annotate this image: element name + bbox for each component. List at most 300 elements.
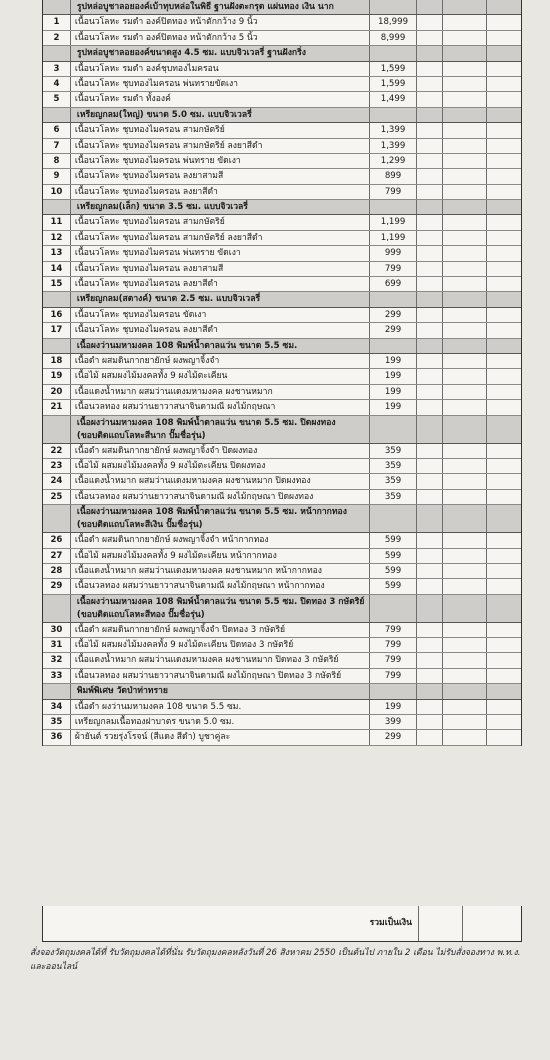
item-price: 1,399	[370, 123, 418, 137]
item-extra-field[interactable]	[487, 169, 521, 183]
item-amount-field[interactable]	[443, 231, 487, 245]
item-number: 32	[43, 653, 71, 667]
item-row	[43, 549, 521, 564]
item-price: 1,499	[370, 92, 418, 106]
item-description: เนื้อไม้ ผสมผงไม้มงคลทั้ง 9 ผงไม้ตะเคียน	[71, 369, 370, 383]
item-price: 199	[370, 385, 418, 399]
item-row	[43, 579, 521, 594]
item-description: เนื้อนวโลหะ ชุบทองไมครอน สามกษัตริย์ ลงยาสีดำ	[71, 139, 370, 153]
item-number: 9	[43, 169, 71, 183]
section-num-cell	[43, 684, 71, 698]
item-extra-field[interactable]	[487, 623, 521, 637]
item-number: 18	[43, 354, 71, 368]
section-num-cell	[43, 108, 71, 122]
section-title	[71, 595, 370, 622]
item-number: 14	[43, 262, 71, 276]
item-extra-field[interactable]	[487, 459, 521, 473]
item-number: 2	[43, 31, 71, 45]
item-description: เนื้อดำ ผสมดินกากยายักษ์ ผงพญาจิ้งจำ	[71, 354, 370, 368]
section-total-cell	[443, 505, 487, 532]
item-amount-field[interactable]	[443, 154, 487, 168]
section-total-cell	[443, 292, 487, 306]
item-row	[43, 139, 521, 154]
item-price: 399	[370, 715, 418, 729]
item-extra-field[interactable]	[487, 653, 521, 667]
item-price: 799	[370, 669, 418, 683]
item-description: เนื้อแดงน้ำหมาก ผสมว่านแดงมหามงคล ผงชานหมาก ปิดทอง 3 กษัตริย์	[71, 653, 370, 667]
item-price: 1,599	[370, 62, 418, 76]
item-description: เนื้อนวโลหะ ชุบทองไมครอน พ่นทราย ขัดเงา	[71, 154, 370, 168]
section-qty-cell	[417, 339, 443, 353]
item-amount-field[interactable]	[443, 669, 487, 683]
item-row	[43, 77, 521, 92]
item-number: 17	[43, 323, 71, 337]
item-row	[43, 653, 521, 668]
section-qty-cell	[417, 200, 443, 214]
section-total-cell	[443, 339, 487, 353]
item-number: 11	[43, 215, 71, 229]
item-row	[43, 185, 521, 200]
item-quantity-field[interactable]	[417, 474, 443, 488]
item-amount-field[interactable]	[443, 92, 487, 106]
item-amount-field[interactable]	[443, 262, 487, 276]
item-price: 999	[370, 246, 418, 260]
item-number: 36	[43, 730, 71, 744]
item-row	[43, 369, 521, 384]
item-quantity-field[interactable]	[417, 123, 443, 137]
section-header	[43, 505, 521, 533]
item-price: 599	[370, 549, 418, 563]
item-extra-field[interactable]	[487, 669, 521, 683]
item-amount-field[interactable]	[443, 533, 487, 547]
section-price-cell	[370, 416, 418, 443]
item-number: 29	[43, 579, 71, 593]
item-row	[43, 92, 521, 107]
item-price: 359	[370, 459, 418, 473]
item-quantity-field[interactable]	[417, 154, 443, 168]
item-description: เนื้อนวโลหะ ชุบทองไมครอน ลงยาสีดำ	[71, 185, 370, 199]
item-price: 599	[370, 564, 418, 578]
item-amount-field[interactable]	[443, 490, 487, 504]
item-extra-field[interactable]	[487, 490, 521, 504]
item-description: เนื้อแดงน้ำหมาก ผสมว่านแดงมหามงคล ผงชานหมาก ปิดผงทอง	[71, 474, 370, 488]
item-quantity-field[interactable]	[417, 549, 443, 563]
item-price: 799	[370, 638, 418, 652]
item-quantity-field[interactable]	[417, 400, 443, 414]
item-price: 1,199	[370, 231, 418, 245]
item-quantity-field[interactable]	[417, 262, 443, 276]
item-number: 6	[43, 123, 71, 137]
item-quantity-field[interactable]	[417, 215, 443, 229]
item-price: 699	[370, 277, 418, 291]
item-amount-field[interactable]	[443, 385, 487, 399]
item-amount-field[interactable]	[443, 474, 487, 488]
item-quantity-field[interactable]	[417, 231, 443, 245]
item-quantity-field[interactable]	[417, 444, 443, 458]
item-description: เนื้อนวโลหะ ชุบทองไมครอน ลงยาสามสี	[71, 169, 370, 183]
item-price: 1,199	[370, 215, 418, 229]
item-extra-field[interactable]	[487, 62, 521, 76]
item-quantity-field[interactable]	[417, 638, 443, 652]
item-description: เนื้อนวโลหะ ชุบทองไมครอน สามกษัตริย์	[71, 215, 370, 229]
item-amount-field[interactable]	[443, 185, 487, 199]
section-title	[71, 684, 370, 698]
section-extra-cell	[487, 200, 521, 214]
item-amount-field[interactable]	[443, 623, 487, 637]
item-row	[43, 154, 521, 169]
item-amount-field[interactable]	[443, 730, 487, 744]
item-quantity-field[interactable]	[417, 579, 443, 593]
item-quantity-field[interactable]	[417, 246, 443, 260]
item-number: 10	[43, 185, 71, 199]
section-price-cell	[370, 292, 418, 306]
item-extra-field[interactable]	[487, 185, 521, 199]
item-row	[43, 62, 521, 77]
item-number: 30	[43, 623, 71, 637]
item-quantity-field[interactable]	[417, 31, 443, 45]
section-title	[71, 0, 370, 14]
item-extra-field[interactable]	[487, 277, 521, 291]
item-extra-field[interactable]	[487, 564, 521, 578]
item-number: 15	[43, 277, 71, 291]
item-extra-field[interactable]	[487, 308, 521, 322]
section-header	[43, 595, 521, 623]
item-description: เนื้อนวโลหะ รมดำ ทั้งองค์	[71, 92, 370, 106]
section-header	[43, 46, 521, 61]
item-quantity-field[interactable]	[417, 169, 443, 183]
item-number: 31	[43, 638, 71, 652]
item-extra-field[interactable]	[487, 579, 521, 593]
item-extra-field[interactable]	[487, 549, 521, 563]
item-extra-field[interactable]	[487, 700, 521, 714]
item-row	[43, 231, 521, 246]
item-description: เนื้อนวโลหะ ชุบทองไมครอน ขัดเงา	[71, 308, 370, 322]
item-row	[43, 474, 521, 489]
item-row	[43, 323, 521, 338]
item-quantity-field[interactable]	[417, 308, 443, 322]
item-price: 599	[370, 579, 418, 593]
item-extra-field[interactable]	[487, 139, 521, 153]
item-amount-field[interactable]	[443, 400, 487, 414]
section-num-cell	[43, 46, 71, 60]
item-number: 1	[43, 15, 71, 29]
item-quantity-field[interactable]	[417, 533, 443, 547]
item-amount-field[interactable]	[443, 638, 487, 652]
item-amount-field[interactable]	[443, 549, 487, 563]
item-extra-field[interactable]	[487, 400, 521, 414]
item-quantity-field[interactable]	[417, 459, 443, 473]
section-header	[43, 0, 521, 15]
section-qty-cell	[417, 684, 443, 698]
item-extra-field[interactable]	[487, 154, 521, 168]
section-extra-cell	[487, 684, 521, 698]
item-extra-field[interactable]	[487, 474, 521, 488]
item-extra-field[interactable]	[487, 638, 521, 652]
item-price: 18,999	[370, 15, 418, 29]
item-price: 899	[370, 169, 418, 183]
item-extra-field[interactable]	[487, 369, 521, 383]
item-quantity-field[interactable]	[417, 15, 443, 29]
item-quantity-field[interactable]	[417, 669, 443, 683]
section-num-cell	[43, 0, 71, 14]
section-extra-cell	[487, 505, 521, 532]
section-num-cell	[43, 339, 71, 353]
item-row	[43, 246, 521, 261]
section-total-cell	[443, 595, 487, 622]
item-price: 199	[370, 400, 418, 414]
item-quantity-field[interactable]	[417, 354, 443, 368]
item-amount-field[interactable]	[443, 62, 487, 76]
item-description: เนื้อดำ ผสมดินกากยายักษ์ ผงพญาจิ้งจำ ปิดทอง 3 กษัตริย์	[71, 623, 370, 637]
item-extra-field[interactable]	[487, 715, 521, 729]
item-amount-field[interactable]	[443, 579, 487, 593]
section-title-text: เนื้อผงว่านมหามงคล 108 พิมพ์น้ำตาลแว่น ขนาด 5.5 ซม. ปิดทอง 3 กษัตริย์	[76, 596, 365, 607]
item-row	[43, 215, 521, 230]
item-price: 1,399	[370, 139, 418, 153]
section-subtitle: (ขอบติดแถบโลหะสีทอง ปั๊มชื่อรุ่น)	[76, 609, 205, 620]
section-title	[71, 416, 370, 443]
section-title-text: เหรียญกลม(ใหญ่) ขนาด 5.0 ซม. แบบจิวเวลรี่	[76, 109, 252, 120]
item-number: 12	[43, 231, 71, 245]
section-title	[71, 339, 370, 353]
item-amount-field[interactable]	[443, 459, 487, 473]
item-extra-field[interactable]	[487, 262, 521, 276]
section-qty-cell	[417, 46, 443, 60]
item-price: 799	[370, 623, 418, 637]
item-row	[43, 385, 521, 400]
item-price: 799	[370, 185, 418, 199]
total-extra-cell[interactable]	[463, 906, 521, 941]
item-amount-field[interactable]	[443, 564, 487, 578]
item-quantity-field[interactable]	[417, 490, 443, 504]
item-quantity-field[interactable]	[417, 653, 443, 667]
item-row	[43, 669, 521, 684]
item-amount-field[interactable]	[443, 323, 487, 337]
item-extra-field[interactable]	[487, 77, 521, 91]
item-quantity-field[interactable]	[417, 700, 443, 714]
item-row	[43, 277, 521, 292]
item-price: 1,299	[370, 154, 418, 168]
item-extra-field[interactable]	[487, 323, 521, 337]
section-title	[71, 292, 370, 306]
item-row	[43, 700, 521, 715]
item-amount-field[interactable]	[443, 215, 487, 229]
section-extra-cell	[487, 46, 521, 60]
item-extra-field[interactable]	[487, 354, 521, 368]
item-description: เนื้อแดงน้ำหมาก ผสมว่านแดงมหามงคล ผงชานหมาก หน้ากากทอง	[71, 564, 370, 578]
item-quantity-field[interactable]	[417, 730, 443, 744]
item-number: 13	[43, 246, 71, 260]
item-quantity-field[interactable]	[417, 369, 443, 383]
section-title	[71, 505, 370, 532]
item-description: เนื้อนวโลหะ ชุบทองไมครอน ลงยาสีดำ	[71, 277, 370, 291]
item-number: 16	[43, 308, 71, 322]
section-total-cell	[443, 108, 487, 122]
item-description: เนื้อนวโลหะ ชุบทองไมครอน ลงยาสามสี	[71, 262, 370, 276]
item-extra-field[interactable]	[487, 231, 521, 245]
item-description: เนื้อนวลทอง ผสมว่านยาวาสนาจินดามณี ผงไม้กฤษณา	[71, 400, 370, 414]
item-description: เนื้อนวโลหะ ชุบทองไมครอน สามกษัตริย์	[71, 123, 370, 137]
item-row	[43, 31, 521, 46]
item-number: 24	[43, 474, 71, 488]
item-price: 299	[370, 730, 418, 744]
item-quantity-field[interactable]	[417, 323, 443, 337]
section-subtitle: (ขอบติดแถบโลหะสีเงิน ปั๊มชื่อรุ่น)	[76, 520, 203, 531]
total-amount-cell[interactable]	[419, 906, 463, 941]
item-quantity-field[interactable]	[417, 385, 443, 399]
section-price-cell	[370, 684, 418, 698]
item-description: เนื้อแดงน้ำหมาก ผสมว่านแดงมหามงคล ผงชานหมาก	[71, 385, 370, 399]
item-row	[43, 730, 521, 745]
item-number: 8	[43, 154, 71, 168]
item-price: 799	[370, 653, 418, 667]
item-amount-field[interactable]	[443, 139, 487, 153]
item-quantity-field[interactable]	[417, 277, 443, 291]
item-price: 359	[370, 474, 418, 488]
section-subtitle: (ขอบติดแถบโลหะสีนาก ปั๊มชื่อรุ่น)	[76, 430, 206, 441]
item-quantity-field[interactable]	[417, 139, 443, 153]
item-number: 3	[43, 62, 71, 76]
item-description: เนื้อนวลทอง ผสมว่านยาวาสนาจินดามณี ผงไม้กฤษณา ปิดผงทอง	[71, 490, 370, 504]
item-amount-field[interactable]	[443, 277, 487, 291]
section-title-text: พิมพ์พิเศษ วัดป่าท่าทราย	[76, 686, 168, 697]
item-description: เนื้อดำ ผงว่านมหามงคล 108 ขนาด 5.5 ซม.	[71, 700, 370, 714]
item-number: 27	[43, 549, 71, 563]
item-amount-field[interactable]	[443, 369, 487, 383]
section-num-cell	[43, 595, 71, 622]
item-price: 199	[370, 700, 418, 714]
item-amount-field[interactable]	[443, 308, 487, 322]
item-description: เนื้อดำ ผสมดินกากยายักษ์ ผงพญาจิ้งจำ หน้ากากทอง	[71, 533, 370, 547]
item-description: เนื้อดำ ผสมดินกากยายักษ์ ผงพญาจิ้งจำ ปิดผงทอง	[71, 444, 370, 458]
item-description: เหรียญกลมเนื้อทองฝาบาตร ขนาด 5.0 ซม.	[71, 715, 370, 729]
item-number: 21	[43, 400, 71, 414]
section-qty-cell	[417, 416, 443, 443]
item-extra-field[interactable]	[487, 444, 521, 458]
section-header	[43, 339, 521, 354]
section-num-cell	[43, 292, 71, 306]
item-quantity-field[interactable]	[417, 77, 443, 91]
item-row	[43, 262, 521, 277]
item-number: 23	[43, 459, 71, 473]
item-amount-field[interactable]	[443, 169, 487, 183]
item-price: 299	[370, 323, 418, 337]
item-row	[43, 123, 521, 138]
item-row	[43, 623, 521, 638]
section-total-cell	[443, 0, 487, 14]
item-number: 20	[43, 385, 71, 399]
item-extra-field[interactable]	[487, 92, 521, 106]
item-amount-field[interactable]	[443, 123, 487, 137]
item-amount-field[interactable]	[443, 653, 487, 667]
item-quantity-field[interactable]	[417, 623, 443, 637]
section-price-cell	[370, 505, 418, 532]
item-price: 199	[370, 354, 418, 368]
section-price-cell	[370, 0, 418, 14]
section-price-cell	[370, 200, 418, 214]
item-row	[43, 638, 521, 653]
item-row	[43, 444, 521, 459]
item-number: 7	[43, 139, 71, 153]
item-amount-field[interactable]	[443, 15, 487, 29]
item-price: 359	[370, 490, 418, 504]
section-title-text: เหรียญกลม(เล็ก) ขนาด 3.5 ซม. แบบจิวเวลรี่	[76, 202, 248, 213]
total-label: รวมเป็นเงิน	[43, 906, 419, 941]
item-price: 199	[370, 369, 418, 383]
item-number: 22	[43, 444, 71, 458]
section-price-cell	[370, 595, 418, 622]
item-quantity-field[interactable]	[417, 715, 443, 729]
section-title-text: เนื้อผงว่านมหามงคล 108 พิมพ์น้ำตาลแว่น ขนาด 5.5 ซม.	[76, 340, 298, 351]
item-row	[43, 400, 521, 415]
section-extra-cell	[487, 339, 521, 353]
section-extra-cell	[487, 0, 521, 14]
item-price: 599	[370, 533, 418, 547]
item-amount-field[interactable]	[443, 246, 487, 260]
item-description: เนื้อนวโลหะ ชุบทองไมครอน พ่นทรายขัดเงา	[71, 77, 370, 91]
item-description: เนื้อนวโลหะ ชุบทองไมครอน พ่นทราย ขัดเงา	[71, 246, 370, 260]
item-extra-field[interactable]	[487, 215, 521, 229]
item-number: 34	[43, 700, 71, 714]
item-number: 19	[43, 369, 71, 383]
item-extra-field[interactable]	[487, 246, 521, 260]
section-total-cell	[443, 416, 487, 443]
item-amount-field[interactable]	[443, 444, 487, 458]
section-price-cell	[370, 339, 418, 353]
section-extra-cell	[487, 416, 521, 443]
item-quantity-field[interactable]	[417, 92, 443, 106]
item-price: 359	[370, 444, 418, 458]
item-description: เนื้อนวลทอง ผสมว่านยาวาสนาจินดามณี ผงไม้กฤษณา ปิดทอง 3 กษัตริย์	[71, 669, 370, 683]
item-amount-field[interactable]	[443, 354, 487, 368]
item-amount-field[interactable]	[443, 715, 487, 729]
section-extra-cell	[487, 595, 521, 622]
item-extra-field[interactable]	[487, 15, 521, 29]
item-price: 8,999	[370, 31, 418, 45]
item-row	[43, 308, 521, 323]
item-extra-field[interactable]	[487, 533, 521, 547]
item-amount-field[interactable]	[443, 31, 487, 45]
item-quantity-field[interactable]	[417, 62, 443, 76]
section-title-text: รูปหล่อบูชาลอยองค์เบ้าทุบหล่อในพิธี ฐานฝังตะกรุด แผ่นทอง เงิน นาก	[76, 2, 334, 12]
item-description: เนื้อไม้ ผสมผงไม้มงคลทั้ง 9 ผงไม้ตะเคียน หน้ากากทอง	[71, 549, 370, 563]
item-description: เนื้อนวโลหะ ชุบทองไมครอน สามกษัตริย์ ลงยาสีดำ	[71, 231, 370, 245]
section-qty-cell	[417, 292, 443, 306]
section-header	[43, 416, 521, 444]
item-extra-field[interactable]	[487, 31, 521, 45]
item-extra-field[interactable]	[487, 123, 521, 137]
item-extra-field[interactable]	[487, 730, 521, 744]
section-num-cell	[43, 200, 71, 214]
item-amount-field[interactable]	[443, 77, 487, 91]
section-header	[43, 292, 521, 307]
item-quantity-field[interactable]	[417, 185, 443, 199]
section-num-cell	[43, 416, 71, 443]
section-qty-cell	[417, 505, 443, 532]
section-header	[43, 108, 521, 123]
section-title-text: รูปหล่อบูชาลอยองค์ขนาดสูง 4.5 ซม. แบบจิวเวลรี่ ฐานฝังกริ่ง	[76, 48, 306, 59]
item-price: 299	[370, 308, 418, 322]
item-row	[43, 169, 521, 184]
item-row	[43, 564, 521, 579]
item-quantity-field[interactable]	[417, 564, 443, 578]
item-price: 1,599	[370, 77, 418, 91]
item-amount-field[interactable]	[443, 700, 487, 714]
section-price-cell	[370, 108, 418, 122]
item-extra-field[interactable]	[487, 385, 521, 399]
item-price: 799	[370, 262, 418, 276]
order-form-table	[42, 0, 522, 746]
